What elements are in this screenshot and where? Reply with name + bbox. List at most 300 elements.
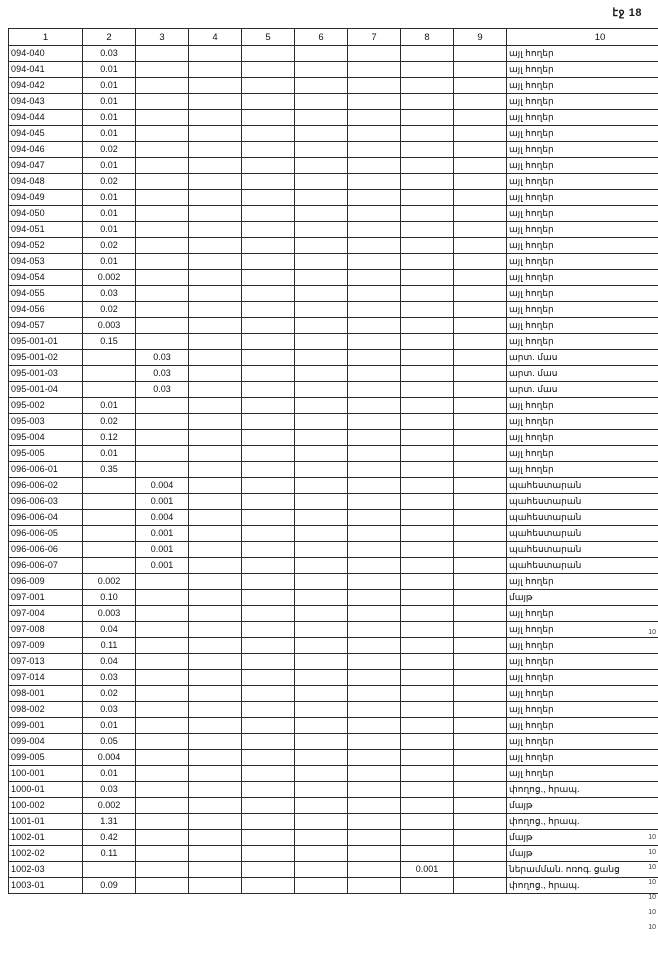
- cell-col-5: [242, 318, 295, 334]
- cell-description: այլ հողեր: [507, 158, 658, 174]
- cell-col-3: [136, 158, 189, 174]
- cell-col-6: [295, 94, 348, 110]
- cell-col-9: [454, 238, 507, 254]
- cell-col-9: [454, 750, 507, 766]
- cell-col-3: [136, 238, 189, 254]
- cell-col-4: [189, 782, 242, 798]
- cell-parcel-code: 097-008: [9, 622, 83, 638]
- cell-description: այլ հողեր: [507, 302, 658, 318]
- cell-col-4: [189, 542, 242, 558]
- cell-col-5: [242, 238, 295, 254]
- cell-col-8: [401, 110, 454, 126]
- cell-description: այլ հողեր: [507, 638, 658, 654]
- cell-col-3: [136, 254, 189, 270]
- cell-col-2: 0.03: [83, 702, 136, 718]
- cell-col-2: 0.01: [83, 94, 136, 110]
- cell-parcel-code: 096-006-01: [9, 462, 83, 478]
- cell-col-8: [401, 670, 454, 686]
- cell-col-2: 0.02: [83, 142, 136, 158]
- margin-note: 10: [648, 849, 656, 856]
- cell-col-2: 0.01: [83, 190, 136, 206]
- cell-col-3: [136, 750, 189, 766]
- cell-col-9: [454, 142, 507, 158]
- cell-col-5: [242, 830, 295, 846]
- table-row: [9, 318, 658, 334]
- cell-col-6: [295, 494, 348, 510]
- cell-parcel-code: 094-040: [9, 46, 83, 62]
- cell-col-8: [401, 222, 454, 238]
- cell-col-3: [136, 270, 189, 286]
- cell-parcel-code: 096-006-03: [9, 494, 83, 510]
- cell-description: այլ հողեր: [507, 190, 658, 206]
- cell-parcel-code: 094-047: [9, 158, 83, 174]
- cell-col-2: 0.11: [83, 638, 136, 654]
- cell-col-9: [454, 382, 507, 398]
- cell-col-5: [242, 286, 295, 302]
- cell-parcel-code: 094-044: [9, 110, 83, 126]
- cell-col-2: [83, 510, 136, 526]
- cell-col-3: [136, 206, 189, 222]
- cell-col-8: [401, 782, 454, 798]
- cell-col-4: [189, 574, 242, 590]
- cell-col-8: [401, 590, 454, 606]
- cell-col-9: [454, 126, 507, 142]
- cell-parcel-code: 095-001-04: [9, 382, 83, 398]
- cell-col-8: [401, 462, 454, 478]
- cell-col-5: [242, 430, 295, 446]
- cell-col-9: [454, 174, 507, 190]
- cell-col-6: [295, 190, 348, 206]
- cell-col-5: [242, 798, 295, 814]
- cell-col-2: 0.01: [83, 62, 136, 78]
- cell-col-9: [454, 542, 507, 558]
- cell-col-6: [295, 142, 348, 158]
- cell-col-8: [401, 142, 454, 158]
- cell-col-8: [401, 510, 454, 526]
- table-row: [9, 542, 658, 558]
- table-row: [9, 446, 658, 462]
- cell-col-6: [295, 590, 348, 606]
- cell-col-9: [454, 494, 507, 510]
- cell-col-4: [189, 302, 242, 318]
- cell-col-7: [348, 94, 401, 110]
- cell-description: այլ հողեր: [507, 574, 658, 590]
- cell-col-9: [454, 302, 507, 318]
- cell-col-3: [136, 574, 189, 590]
- cell-description: այլ հողեր: [507, 126, 658, 142]
- cell-col-4: [189, 174, 242, 190]
- cell-col-2: 0.09: [83, 878, 136, 894]
- cell-col-4: [189, 638, 242, 654]
- table-row: [9, 590, 658, 606]
- cell-col-6: [295, 574, 348, 590]
- column-header-6: 6: [295, 29, 348, 46]
- cell-description: այլ հողեր: [507, 94, 658, 110]
- cell-col-2: 0.03: [83, 286, 136, 302]
- cell-col-4: [189, 702, 242, 718]
- cell-parcel-code: 1003-01: [9, 878, 83, 894]
- cell-parcel-code: 094-052: [9, 238, 83, 254]
- cell-description: այլ հողեր: [507, 398, 658, 414]
- cell-col-6: [295, 478, 348, 494]
- cell-col-7: [348, 318, 401, 334]
- cell-col-2: 0.03: [83, 670, 136, 686]
- cell-col-3: [136, 62, 189, 78]
- cell-col-4: [189, 46, 242, 62]
- cell-col-7: [348, 206, 401, 222]
- cell-parcel-code: 095-003: [9, 414, 83, 430]
- cell-col-8: [401, 126, 454, 142]
- cell-col-4: [189, 750, 242, 766]
- cell-description: ներամման. ոռոգ. ցանց: [507, 862, 658, 878]
- cell-col-5: [242, 846, 295, 862]
- cell-col-9: [454, 222, 507, 238]
- cell-col-4: [189, 62, 242, 78]
- cell-col-2: [83, 350, 136, 366]
- cell-col-7: [348, 254, 401, 270]
- cell-col-9: [454, 62, 507, 78]
- cell-col-8: [401, 622, 454, 638]
- cell-col-2: 0.42: [83, 830, 136, 846]
- cell-col-7: [348, 670, 401, 686]
- cell-description: այլ հողեր: [507, 254, 658, 270]
- cell-col-3: [136, 318, 189, 334]
- cell-col-9: [454, 78, 507, 94]
- cell-col-3: 0.001: [136, 494, 189, 510]
- cell-parcel-code: 099-001: [9, 718, 83, 734]
- cell-col-7: [348, 334, 401, 350]
- cell-col-6: [295, 46, 348, 62]
- cell-col-2: 0.003: [83, 318, 136, 334]
- cell-description: այլ հողեր: [507, 702, 658, 718]
- cell-parcel-code: 099-005: [9, 750, 83, 766]
- cell-col-2: 0.01: [83, 766, 136, 782]
- cell-parcel-code: 1002-02: [9, 846, 83, 862]
- cell-col-2: 0.01: [83, 126, 136, 142]
- cell-description: այլ հողեր: [507, 670, 658, 686]
- cell-col-4: [189, 558, 242, 574]
- cell-col-4: [189, 526, 242, 542]
- cell-col-9: [454, 878, 507, 894]
- cell-col-6: [295, 382, 348, 398]
- cell-parcel-code: 095-004: [9, 430, 83, 446]
- cell-col-5: [242, 142, 295, 158]
- cell-col-6: [295, 334, 348, 350]
- cell-col-5: [242, 382, 295, 398]
- column-header-1: 1: [9, 29, 83, 46]
- cell-col-6: [295, 702, 348, 718]
- cell-description: այլ հողեր: [507, 334, 658, 350]
- cell-col-8: [401, 350, 454, 366]
- cell-col-5: [242, 494, 295, 510]
- margin-note: 10: [648, 864, 656, 871]
- cell-col-7: [348, 718, 401, 734]
- cell-col-3: [136, 462, 189, 478]
- cell-col-6: [295, 526, 348, 542]
- cell-col-6: [295, 558, 348, 574]
- cell-col-4: [189, 478, 242, 494]
- table-row: [9, 398, 658, 414]
- cell-parcel-code: 096-009: [9, 574, 83, 590]
- cell-col-3: 0.001: [136, 542, 189, 558]
- cell-col-9: [454, 190, 507, 206]
- cell-col-3: [136, 446, 189, 462]
- cell-description: մայթ: [507, 590, 658, 606]
- cell-col-8: [401, 750, 454, 766]
- cell-col-6: [295, 654, 348, 670]
- cell-description: արտ. մաս: [507, 350, 658, 366]
- cell-col-8: [401, 334, 454, 350]
- cell-col-7: [348, 158, 401, 174]
- cell-parcel-code: 100-001: [9, 766, 83, 782]
- cell-col-8: [401, 318, 454, 334]
- cell-col-5: [242, 350, 295, 366]
- cell-col-7: [348, 766, 401, 782]
- table-row: [9, 206, 658, 222]
- cell-col-6: [295, 766, 348, 782]
- table-row: [9, 334, 658, 350]
- cell-col-4: [189, 270, 242, 286]
- cell-col-8: [401, 478, 454, 494]
- table-row: [9, 78, 658, 94]
- cell-description: այլ հողեր: [507, 238, 658, 254]
- cell-description: այլ հողեր: [507, 430, 658, 446]
- cell-col-7: [348, 238, 401, 254]
- cell-col-8: [401, 814, 454, 830]
- cell-col-3: [136, 686, 189, 702]
- cell-col-8: [401, 606, 454, 622]
- cell-col-5: [242, 126, 295, 142]
- table-row: [9, 382, 658, 398]
- cell-parcel-code: 097-014: [9, 670, 83, 686]
- table-row: [9, 862, 658, 878]
- cell-col-4: [189, 286, 242, 302]
- table-row: [9, 350, 658, 366]
- cell-col-3: [136, 94, 189, 110]
- cell-col-7: [348, 750, 401, 766]
- table-row: [9, 286, 658, 302]
- cell-col-5: [242, 878, 295, 894]
- cell-parcel-code: 095-001-01: [9, 334, 83, 350]
- cell-col-6: [295, 686, 348, 702]
- cell-parcel-code: 094-049: [9, 190, 83, 206]
- table-row: [9, 158, 658, 174]
- cell-col-8: [401, 718, 454, 734]
- cell-col-2: 0.002: [83, 574, 136, 590]
- cell-col-8: [401, 190, 454, 206]
- cell-col-4: [189, 366, 242, 382]
- cell-col-2: 0.04: [83, 622, 136, 638]
- cell-col-5: [242, 734, 295, 750]
- cell-col-2: 0.10: [83, 590, 136, 606]
- cell-col-8: [401, 382, 454, 398]
- cell-col-5: [242, 110, 295, 126]
- cell-col-6: [295, 78, 348, 94]
- cell-col-6: [295, 446, 348, 462]
- cell-col-2: 0.35: [83, 462, 136, 478]
- cell-col-4: [189, 398, 242, 414]
- cell-col-6: [295, 814, 348, 830]
- column-header-7: 7: [348, 29, 401, 46]
- cell-col-5: [242, 686, 295, 702]
- cell-col-9: [454, 862, 507, 878]
- cell-col-8: [401, 254, 454, 270]
- cell-col-4: [189, 590, 242, 606]
- cell-col-9: [454, 734, 507, 750]
- cell-col-5: [242, 174, 295, 190]
- cell-col-5: [242, 702, 295, 718]
- table-row: [9, 734, 658, 750]
- cell-col-4: [189, 462, 242, 478]
- cell-col-2: 0.01: [83, 718, 136, 734]
- cell-col-6: [295, 734, 348, 750]
- column-header-10: 10: [507, 29, 658, 46]
- cell-col-7: [348, 814, 401, 830]
- cell-parcel-code: 094-056: [9, 302, 83, 318]
- cell-parcel-code: 094-057: [9, 318, 83, 334]
- cell-col-7: [348, 622, 401, 638]
- cell-col-2: 0.01: [83, 254, 136, 270]
- cell-parcel-code: 094-055: [9, 286, 83, 302]
- cell-col-4: [189, 494, 242, 510]
- cell-col-6: [295, 270, 348, 286]
- cell-col-9: [454, 846, 507, 862]
- cell-col-6: [295, 350, 348, 366]
- cell-col-4: [189, 318, 242, 334]
- cell-col-6: [295, 606, 348, 622]
- cell-col-6: [295, 622, 348, 638]
- cell-col-2: 0.15: [83, 334, 136, 350]
- cell-col-3: [136, 590, 189, 606]
- cell-col-8: [401, 238, 454, 254]
- cell-description: այլ հողեր: [507, 110, 658, 126]
- cell-parcel-code: 095-005: [9, 446, 83, 462]
- cell-col-8: [401, 638, 454, 654]
- table-row: [9, 366, 658, 382]
- cell-col-5: [242, 542, 295, 558]
- cell-col-5: [242, 526, 295, 542]
- cell-parcel-code: 094-046: [9, 142, 83, 158]
- cell-col-6: [295, 158, 348, 174]
- cell-col-4: [189, 222, 242, 238]
- cell-col-3: [136, 862, 189, 878]
- cell-col-7: [348, 590, 401, 606]
- cell-col-3: [136, 846, 189, 862]
- cell-col-6: [295, 862, 348, 878]
- cell-col-5: [242, 718, 295, 734]
- cell-col-7: [348, 798, 401, 814]
- cell-parcel-code: 096-006-04: [9, 510, 83, 526]
- cell-col-5: [242, 814, 295, 830]
- cell-col-2: 0.03: [83, 782, 136, 798]
- column-header-8: 8: [401, 29, 454, 46]
- cell-parcel-code: 098-001: [9, 686, 83, 702]
- cell-col-4: [189, 238, 242, 254]
- cell-description: փողոց., հրապ.: [507, 814, 658, 830]
- cell-col-6: [295, 878, 348, 894]
- column-header-4: 4: [189, 29, 242, 46]
- cell-col-7: [348, 686, 401, 702]
- cell-col-7: [348, 846, 401, 862]
- cell-parcel-code: 095-001-02: [9, 350, 83, 366]
- cell-col-6: [295, 414, 348, 430]
- cell-col-9: [454, 366, 507, 382]
- cell-col-8: [401, 158, 454, 174]
- cell-col-6: [295, 638, 348, 654]
- margin-note: 10: [648, 879, 656, 886]
- cell-description: այլ հողեր: [507, 734, 658, 750]
- column-header-2: 2: [83, 29, 136, 46]
- cell-col-2: [83, 366, 136, 382]
- table-row: [9, 62, 658, 78]
- cell-col-9: [454, 638, 507, 654]
- table-row: [9, 238, 658, 254]
- cell-col-7: [348, 414, 401, 430]
- cell-col-7: [348, 878, 401, 894]
- cell-col-5: [242, 46, 295, 62]
- cell-parcel-code: 100-002: [9, 798, 83, 814]
- cell-col-4: [189, 686, 242, 702]
- cell-parcel-code: 094-048: [9, 174, 83, 190]
- cell-col-8: [401, 94, 454, 110]
- land-parcel-table-wrapper: [8, 28, 640, 894]
- cell-col-2: 0.01: [83, 110, 136, 126]
- cell-col-6: [295, 718, 348, 734]
- cell-col-5: [242, 302, 295, 318]
- cell-parcel-code: 096-006-02: [9, 478, 83, 494]
- cell-col-6: [295, 846, 348, 862]
- cell-col-3: [136, 654, 189, 670]
- cell-col-3: [136, 814, 189, 830]
- cell-description: պահեստարան: [507, 558, 658, 574]
- cell-col-7: [348, 110, 401, 126]
- cell-description: մայթ: [507, 846, 658, 862]
- cell-col-5: [242, 670, 295, 686]
- cell-col-5: [242, 478, 295, 494]
- cell-col-9: [454, 270, 507, 286]
- cell-col-6: [295, 302, 348, 318]
- table-row: [9, 846, 658, 862]
- cell-col-5: [242, 190, 295, 206]
- cell-col-2: [83, 542, 136, 558]
- cell-col-3: [136, 286, 189, 302]
- cell-col-8: 0.001: [401, 862, 454, 878]
- cell-col-9: [454, 526, 507, 542]
- cell-col-4: [189, 206, 242, 222]
- cell-col-7: [348, 446, 401, 462]
- cell-parcel-code: 098-002: [9, 702, 83, 718]
- cell-col-6: [295, 222, 348, 238]
- cell-col-4: [189, 606, 242, 622]
- cell-col-4: [189, 510, 242, 526]
- cell-parcel-code: 1000-01: [9, 782, 83, 798]
- table-row: [9, 798, 658, 814]
- cell-col-3: 0.03: [136, 382, 189, 398]
- cell-col-9: [454, 798, 507, 814]
- cell-parcel-code: 1002-03: [9, 862, 83, 878]
- cell-col-7: [348, 382, 401, 398]
- cell-col-2: 0.003: [83, 606, 136, 622]
- cell-col-9: [454, 318, 507, 334]
- cell-col-2: 0.002: [83, 270, 136, 286]
- cell-description: պահեստարան: [507, 526, 658, 542]
- cell-description: պահեստարան: [507, 510, 658, 526]
- cell-col-8: [401, 542, 454, 558]
- cell-col-7: [348, 510, 401, 526]
- cell-col-6: [295, 670, 348, 686]
- cell-col-4: [189, 814, 242, 830]
- table-row: [9, 814, 658, 830]
